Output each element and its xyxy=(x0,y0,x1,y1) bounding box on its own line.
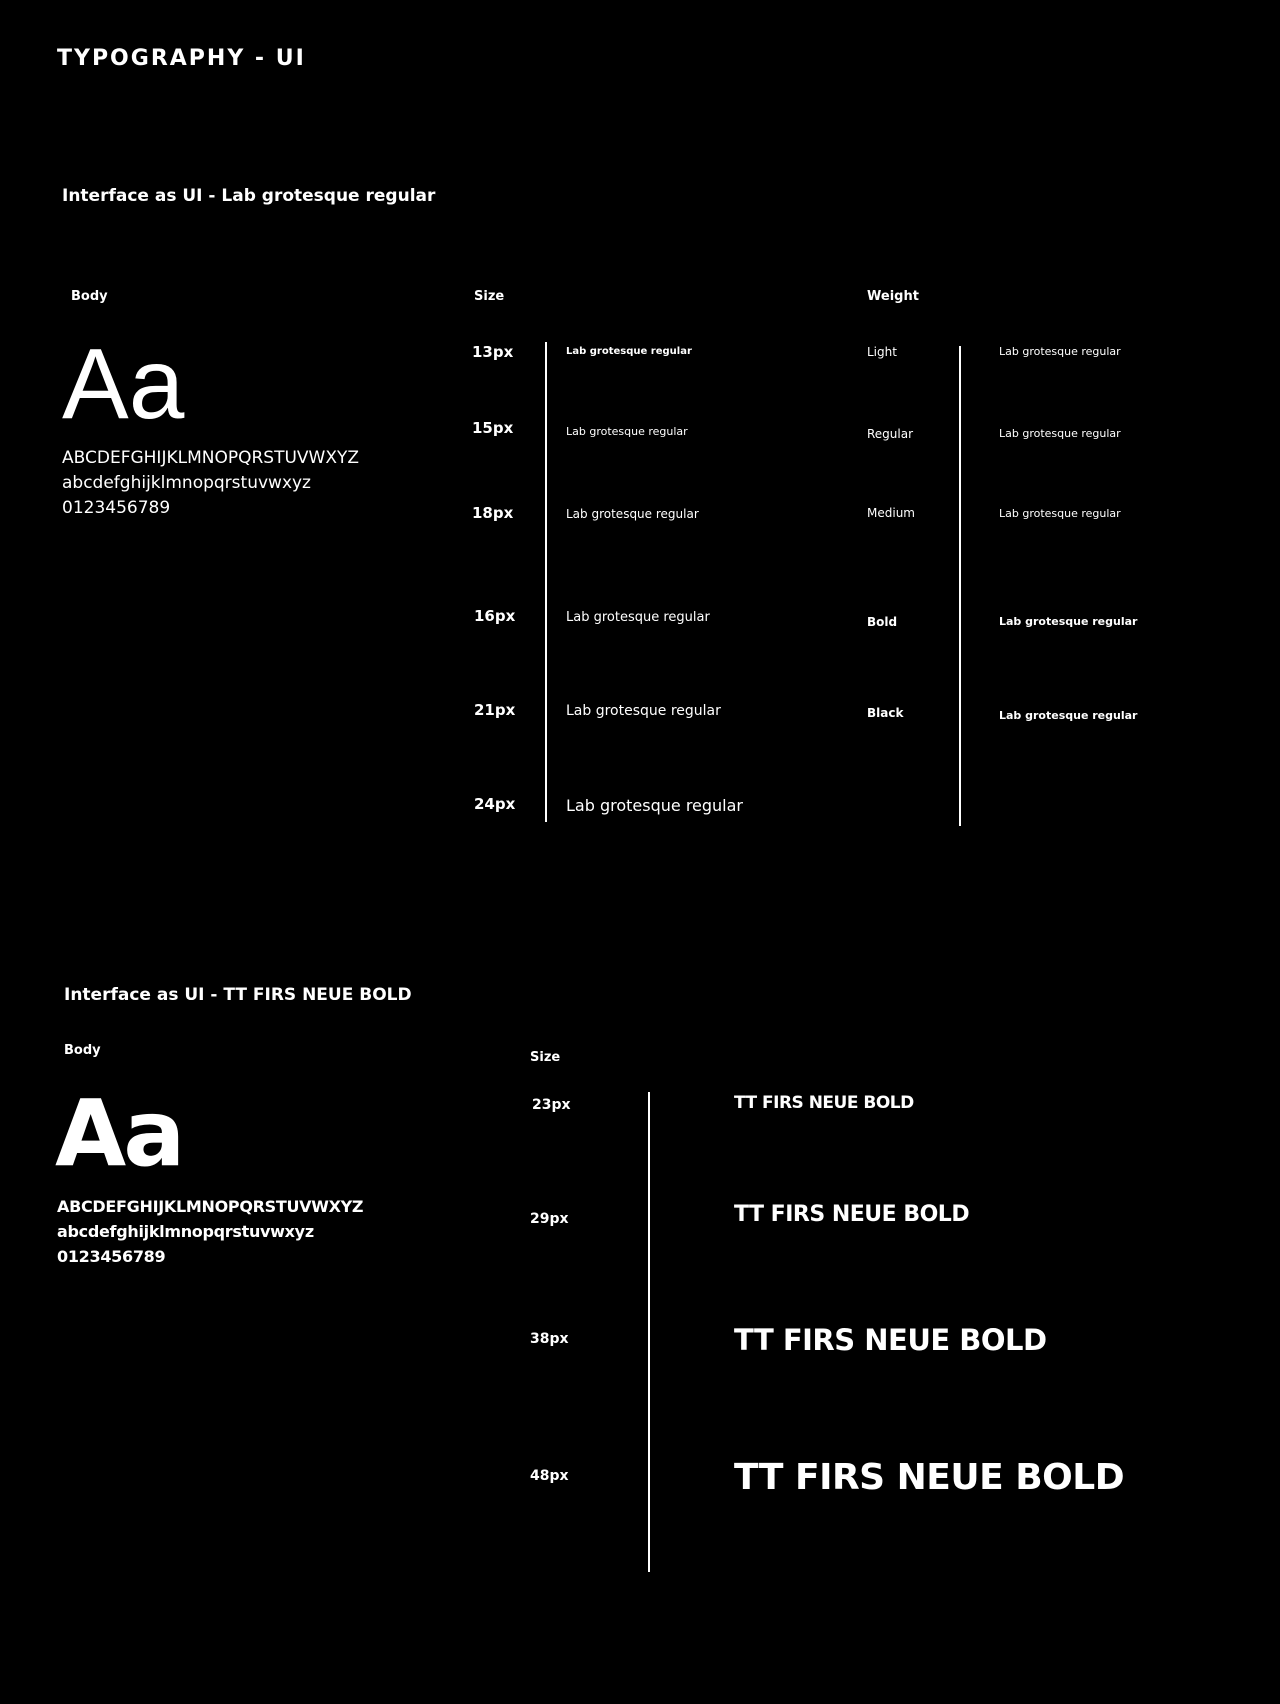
size-sample-38: TT FIRS NEUE BOLD xyxy=(734,1323,1047,1357)
size-label-18: 18px xyxy=(472,504,514,522)
size-sample-13: Lab grotesque regular xyxy=(566,346,692,357)
weight-sample-regular: Lab grotesque regular xyxy=(999,427,1121,440)
size-sample-16: Lab grotesque regular xyxy=(566,610,710,625)
body-column-label-2: Body xyxy=(64,1043,101,1058)
size-label-24: 24px xyxy=(474,795,516,813)
page-title: TYPOGRAPHY - UI xyxy=(57,46,306,71)
section-title-lab-grotesque: Interface as UI - Lab grotesque regular xyxy=(62,186,436,206)
size-label-13: 13px xyxy=(472,343,514,361)
size-label-29: 29px xyxy=(530,1211,569,1227)
weight-sample-bold: Lab grotesque regular xyxy=(999,615,1138,628)
size-column-label-2: Size xyxy=(530,1050,561,1065)
specimen-aa-bold: Aa xyxy=(55,1080,183,1187)
size-divider-line-2 xyxy=(648,1092,650,1572)
size-column-label: Size xyxy=(474,289,505,304)
weight-column-label: Weight xyxy=(867,289,919,304)
size-label-15: 15px xyxy=(472,419,514,437)
size-sample-29: TT FIRS NEUE BOLD xyxy=(734,1202,970,1227)
weight-sample-medium: Lab grotesque regular xyxy=(999,507,1121,520)
weight-sample-light: Lab grotesque regular xyxy=(999,345,1121,358)
body-column-label: Body xyxy=(71,289,108,304)
weight-label-medium: Medium xyxy=(867,506,915,520)
size-divider-line xyxy=(545,342,547,822)
size-label-23: 23px xyxy=(532,1097,571,1113)
size-label-48: 48px xyxy=(530,1468,569,1484)
alphabet-lowercase: abcdefghijklmnopqrstuvwxyz xyxy=(62,473,311,493)
weight-divider-line xyxy=(959,346,961,826)
weight-label-regular: Regular xyxy=(867,427,914,441)
size-label-38: 38px xyxy=(530,1331,569,1347)
digits: 0123456789 xyxy=(62,498,171,518)
size-sample-15: Lab grotesque regular xyxy=(566,425,688,438)
size-sample-48: TT FIRS NEUE BOLD xyxy=(734,1457,1125,1498)
weight-label-bold: Bold xyxy=(867,615,898,629)
size-sample-24: Lab grotesque regular xyxy=(566,796,744,815)
weight-sample-black: Lab grotesque regular xyxy=(999,709,1138,722)
size-label-16: 16px xyxy=(474,607,516,625)
size-label-21: 21px xyxy=(474,701,516,719)
section-title-tt-firs-neue: Interface as UI - TT FIRS NEUE BOLD xyxy=(64,985,412,1005)
digits-bold: 0123456789 xyxy=(57,1247,166,1266)
alphabet-uppercase: ABCDEFGHIJKLMNOPQRSTUVWXYZ xyxy=(62,448,360,468)
weight-label-light: Light xyxy=(867,345,897,359)
alphabet-uppercase-bold: ABCDEFGHIJKLMNOPQRSTUVWXYZ xyxy=(57,1197,364,1216)
alphabet-lowercase-bold: abcdefghijklmnopqrstuvwxyz xyxy=(57,1222,314,1241)
size-sample-23: TT FIRS NEUE BOLD xyxy=(734,1093,914,1113)
size-sample-18: Lab grotesque regular xyxy=(566,507,699,521)
specimen-aa: Aa xyxy=(62,328,185,440)
weight-label-black: Black xyxy=(867,706,904,720)
size-sample-21: Lab grotesque regular xyxy=(566,703,721,719)
